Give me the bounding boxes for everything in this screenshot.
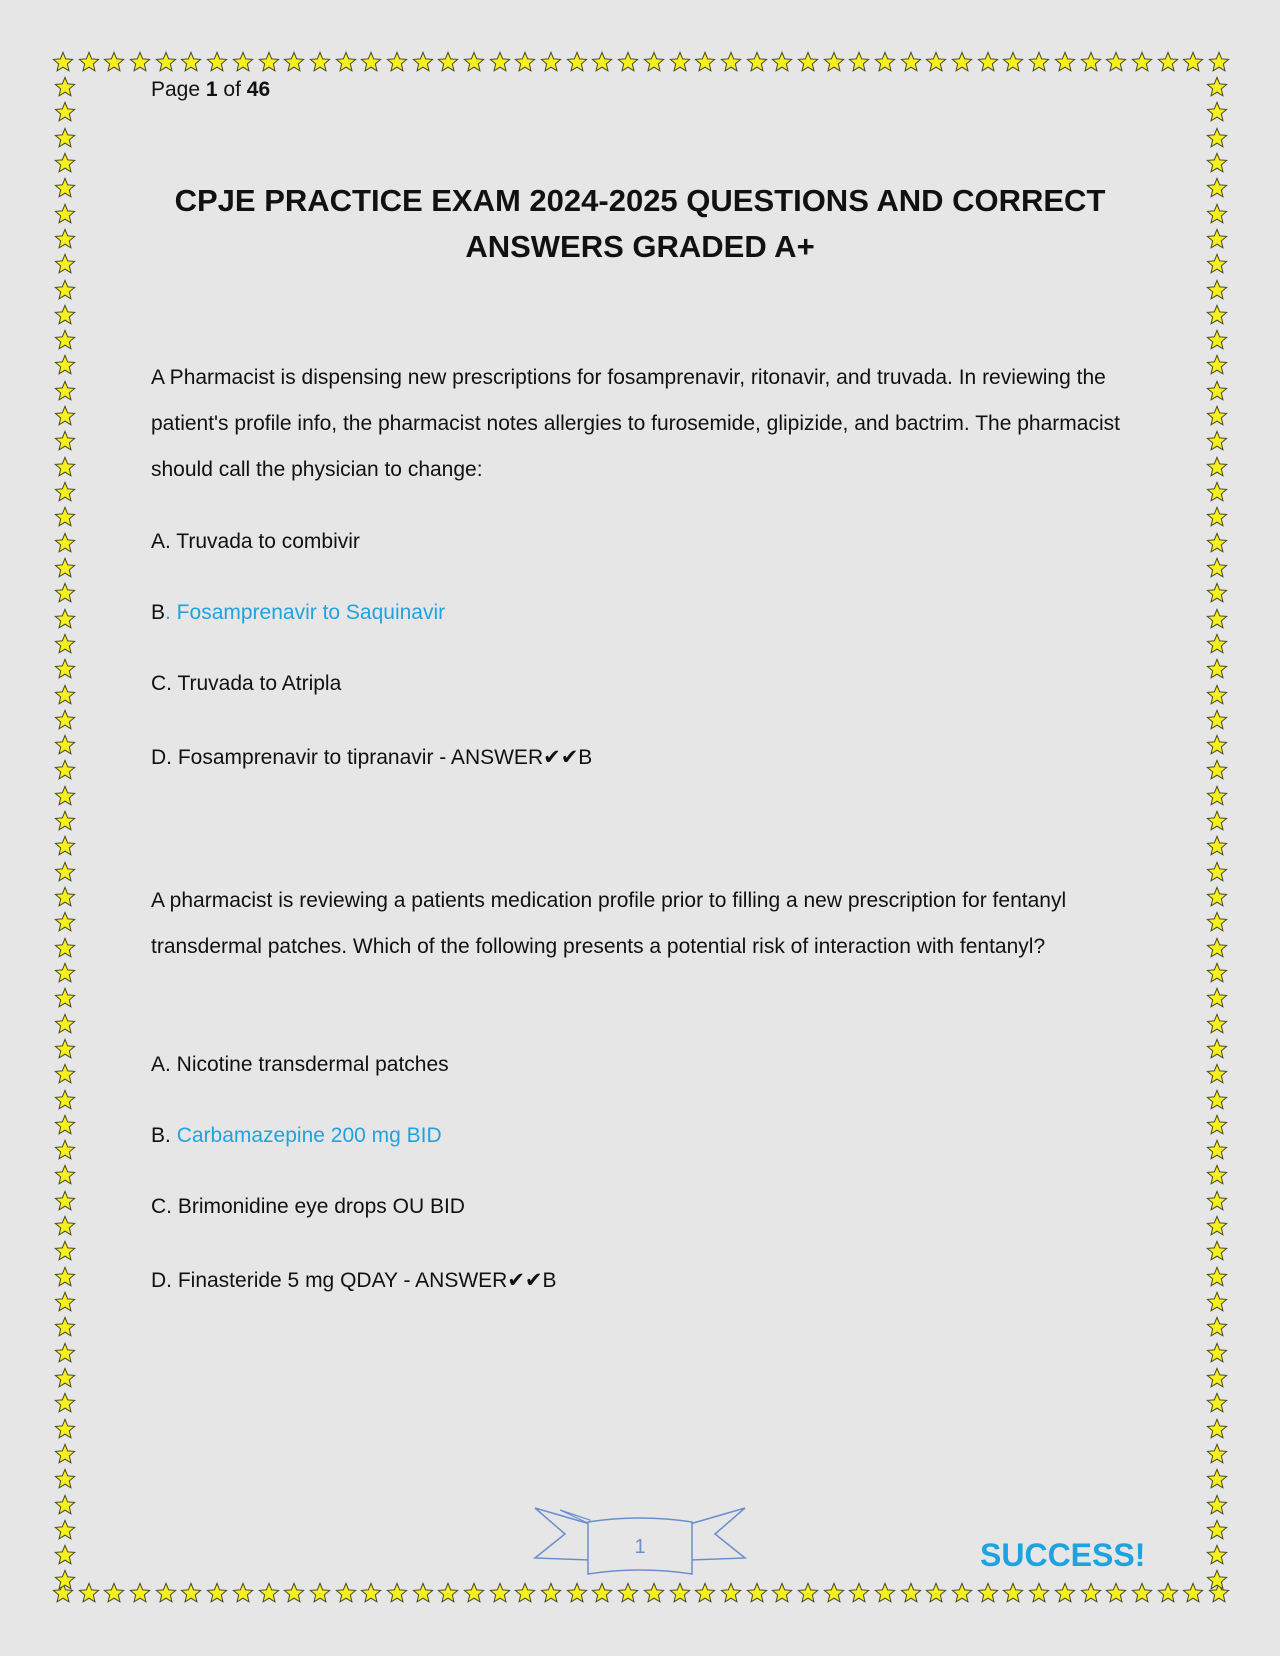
star-icon <box>1206 861 1228 883</box>
star-icon <box>1206 759 1228 781</box>
star-icon <box>54 1392 76 1414</box>
star-icon <box>78 1582 100 1604</box>
star-icon <box>617 51 639 73</box>
star-border-right <box>1204 76 1230 1592</box>
star-icon <box>1206 1013 1228 1035</box>
star-icon <box>1206 456 1228 478</box>
star-icon <box>54 759 76 781</box>
star-icon <box>54 1443 76 1465</box>
question-1-option-d: D. Fosamprenavir to tipranavir - ANSWER✔✔B <box>151 746 593 769</box>
star-icon <box>617 1582 639 1604</box>
star-icon <box>155 1582 177 1604</box>
star-icon <box>720 1582 742 1604</box>
star-icon <box>1206 1367 1228 1389</box>
star-icon <box>180 1582 202 1604</box>
star-icon <box>54 1494 76 1516</box>
star-icon <box>797 1582 819 1604</box>
page-total: 46 <box>246 78 271 101</box>
star-icon <box>54 481 76 503</box>
star-icon <box>1131 1582 1153 1604</box>
star-icon <box>1206 1392 1228 1414</box>
document-title: CPJE PRACTICE EXAM 2024-2025 QUESTIONS AND CORRECT ANSWERS GRADED A+ <box>174 183 1106 264</box>
star-icon <box>54 430 76 452</box>
star-icon <box>1206 734 1228 756</box>
star-icon <box>1054 1582 1076 1604</box>
star-icon <box>591 1582 613 1604</box>
star-icon <box>180 51 202 73</box>
star-icon <box>848 51 870 73</box>
star-icon <box>591 51 613 73</box>
question-2-option-c: C. Brimonidine eye drops OU BID <box>151 1195 465 1218</box>
star-icon <box>54 734 76 756</box>
star-icon <box>463 51 485 73</box>
star-icon <box>1206 1418 1228 1440</box>
star-icon <box>386 51 408 73</box>
star-icon <box>54 557 76 579</box>
star-icon <box>1206 101 1228 123</box>
star-icon <box>694 1582 716 1604</box>
star-icon <box>54 886 76 908</box>
star-icon <box>54 1114 76 1136</box>
star-icon <box>232 1582 254 1604</box>
star-icon <box>54 1038 76 1060</box>
option-b-prefix: B. <box>151 1124 177 1147</box>
option-b-answer-text: . Fosamprenavir to Saquinavir <box>165 601 446 624</box>
star-icon <box>103 51 125 73</box>
star-icon <box>1206 253 1228 275</box>
star-icon <box>412 1582 434 1604</box>
star-icon <box>1206 1139 1228 1161</box>
star-icon <box>1206 1519 1228 1541</box>
star-icon <box>54 304 76 326</box>
star-icon <box>1206 405 1228 427</box>
star-icon <box>746 51 768 73</box>
star-icon <box>1182 1582 1204 1604</box>
question-2-option-a: A. Nicotine transdermal patches <box>151 1053 449 1076</box>
star-icon <box>1206 127 1228 149</box>
star-icon <box>1206 608 1228 630</box>
star-icon <box>1206 785 1228 807</box>
star-border-bottom <box>52 1580 1230 1606</box>
star-icon <box>54 456 76 478</box>
star-icon <box>1206 582 1228 604</box>
question-1-stem: A Pharmacist is dispensing new prescriptions for fosamprenavir, ritonavir, and truvada. In reviewing the patient's profile info, the pharmacist notes allergies to furosemide, glipizide, and bactrim. The pharmacist should call the physician to change: <box>151 366 1120 481</box>
star-icon <box>1206 987 1228 1009</box>
star-icon <box>1080 51 1102 73</box>
star-icon <box>1206 886 1228 908</box>
star-icon <box>54 633 76 655</box>
star-icon <box>54 1569 76 1591</box>
star-icon <box>54 127 76 149</box>
star-icon <box>1206 380 1228 402</box>
star-icon <box>206 51 228 73</box>
star-border-top <box>52 49 1230 75</box>
star-icon <box>566 1582 588 1604</box>
star-icon <box>54 1316 76 1338</box>
star-icon <box>1206 1215 1228 1237</box>
star-icon <box>54 329 76 351</box>
star-icon <box>283 1582 305 1604</box>
star-icon <box>54 1519 76 1541</box>
star-icon <box>54 861 76 883</box>
star-icon <box>54 506 76 528</box>
star-icon <box>669 51 691 73</box>
star-icon <box>1206 532 1228 554</box>
star-icon <box>1206 1038 1228 1060</box>
star-icon <box>1206 633 1228 655</box>
star-icon <box>1002 51 1024 73</box>
star-icon <box>54 1418 76 1440</box>
option-b-answer-text: Carbamazepine 200 mg BID <box>176 1124 442 1147</box>
star-icon <box>1206 810 1228 832</box>
star-icon <box>54 987 76 1009</box>
star-icon <box>540 1582 562 1604</box>
star-icon <box>54 1544 76 1566</box>
star-icon <box>900 51 922 73</box>
star-icon <box>1157 1582 1179 1604</box>
star-icon <box>1206 962 1228 984</box>
star-icon <box>54 405 76 427</box>
star-icon <box>54 380 76 402</box>
star-icon <box>977 51 999 73</box>
star-icon <box>1206 203 1228 225</box>
star-icon <box>1206 177 1228 199</box>
star-icon <box>54 608 76 630</box>
star-icon <box>1206 430 1228 452</box>
star-icon <box>258 51 280 73</box>
star-icon <box>103 1582 125 1604</box>
star-icon <box>1206 1240 1228 1262</box>
star-icon <box>1206 1266 1228 1288</box>
star-icon <box>129 1582 151 1604</box>
star-icon <box>669 1582 691 1604</box>
star-icon <box>54 810 76 832</box>
star-icon <box>463 1582 485 1604</box>
question-2-option-d: D. Finasteride 5 mg QDAY - ANSWER✔✔B <box>151 1269 557 1292</box>
star-icon <box>489 1582 511 1604</box>
star-icon <box>54 101 76 123</box>
star-icon <box>643 51 665 73</box>
star-icon <box>566 51 588 73</box>
star-icon <box>1206 1468 1228 1490</box>
star-icon <box>335 51 357 73</box>
star-icon <box>540 51 562 73</box>
star-icon <box>1206 1063 1228 1085</box>
star-icon <box>1206 1443 1228 1465</box>
star-icon <box>1206 279 1228 301</box>
star-icon <box>258 1582 280 1604</box>
star-icon <box>54 532 76 554</box>
star-icon <box>1206 228 1228 250</box>
page-word: Page <box>151 78 201 101</box>
star-icon <box>951 1582 973 1604</box>
star-border-left <box>52 76 78 1592</box>
footer-page-number: 1 <box>634 1536 646 1558</box>
star-icon <box>1028 51 1050 73</box>
star-icon <box>1105 1582 1127 1604</box>
star-icon <box>643 1582 665 1604</box>
page-current: 1 <box>205 78 218 101</box>
star-icon <box>437 1582 459 1604</box>
option-b-prefix: B <box>151 601 166 624</box>
star-icon <box>437 51 459 73</box>
star-icon <box>54 1063 76 1085</box>
star-icon <box>848 1582 870 1604</box>
star-icon <box>823 51 845 73</box>
question-2-stem: A pharmacist is reviewing a patients medication profile prior to filling a new prescription for fentanyl transdermal patches. Which of the following presents a potential risk of interaction with fentanyl? <box>151 889 1067 958</box>
star-icon <box>1206 937 1228 959</box>
star-icon <box>1206 1089 1228 1111</box>
star-icon <box>1206 354 1228 376</box>
star-icon <box>54 911 76 933</box>
star-icon <box>54 684 76 706</box>
star-icon <box>52 51 74 73</box>
question-1-option-b <box>151 598 445 628</box>
star-icon <box>771 51 793 73</box>
star-icon <box>54 937 76 959</box>
star-icon <box>1206 709 1228 731</box>
star-icon <box>54 1240 76 1262</box>
star-icon <box>1206 684 1228 706</box>
star-icon <box>54 1342 76 1364</box>
star-icon <box>54 76 76 98</box>
star-icon <box>925 1582 947 1604</box>
star-icon <box>874 1582 896 1604</box>
star-icon <box>54 658 76 680</box>
star-icon <box>54 1215 76 1237</box>
star-icon <box>309 51 331 73</box>
star-icon <box>1206 329 1228 351</box>
star-icon <box>54 709 76 731</box>
star-icon <box>78 51 100 73</box>
question-1-option-a: A. Truvada to combivir <box>151 530 360 553</box>
star-icon <box>206 1582 228 1604</box>
star-icon <box>54 253 76 275</box>
star-icon <box>1105 51 1127 73</box>
question-1-option-c: C. Truvada to Atripla <box>151 672 342 695</box>
star-icon <box>54 1139 76 1161</box>
star-icon <box>54 1367 76 1389</box>
star-icon <box>1206 506 1228 528</box>
star-icon <box>1206 1316 1228 1338</box>
star-icon <box>1206 658 1228 680</box>
star-icon <box>514 1582 536 1604</box>
star-icon <box>54 177 76 199</box>
star-icon <box>54 228 76 250</box>
star-icon <box>54 1190 76 1212</box>
star-icon <box>360 1582 382 1604</box>
star-icon <box>1182 51 1204 73</box>
star-icon <box>54 785 76 807</box>
star-icon <box>54 279 76 301</box>
star-icon <box>1206 1190 1228 1212</box>
star-icon <box>1206 304 1228 326</box>
star-icon <box>746 1582 768 1604</box>
star-icon <box>54 835 76 857</box>
star-icon <box>54 1089 76 1111</box>
star-icon <box>1206 76 1228 98</box>
star-icon <box>900 1582 922 1604</box>
star-icon <box>1208 51 1230 73</box>
star-icon <box>1054 51 1076 73</box>
star-icon <box>54 962 76 984</box>
star-icon <box>54 203 76 225</box>
star-icon <box>54 582 76 604</box>
star-icon <box>1002 1582 1024 1604</box>
star-icon <box>283 51 305 73</box>
star-icon <box>1028 1582 1050 1604</box>
star-icon <box>54 1164 76 1186</box>
star-icon <box>412 51 434 73</box>
star-icon <box>1206 1291 1228 1313</box>
star-icon <box>232 51 254 73</box>
star-icon <box>694 51 716 73</box>
star-icon <box>1206 557 1228 579</box>
star-icon <box>335 1582 357 1604</box>
star-icon <box>1206 1342 1228 1364</box>
star-icon <box>1206 1544 1228 1566</box>
star-icon <box>1206 1164 1228 1186</box>
star-icon <box>1157 51 1179 73</box>
star-icon <box>129 51 151 73</box>
star-icon <box>720 51 742 73</box>
page-indicator <box>151 78 270 102</box>
star-icon <box>54 1013 76 1035</box>
star-icon <box>54 354 76 376</box>
star-icon <box>489 51 511 73</box>
star-icon <box>1206 1114 1228 1136</box>
star-icon <box>1206 152 1228 174</box>
star-icon <box>874 51 896 73</box>
star-icon <box>1131 51 1153 73</box>
star-icon <box>54 152 76 174</box>
star-icon <box>797 51 819 73</box>
star-icon <box>155 51 177 73</box>
star-icon <box>977 1582 999 1604</box>
star-icon <box>1206 1494 1228 1516</box>
star-icon <box>1206 911 1228 933</box>
star-icon <box>360 51 382 73</box>
star-icon <box>951 51 973 73</box>
star-icon <box>925 51 947 73</box>
star-icon <box>823 1582 845 1604</box>
star-icon <box>1206 1569 1228 1591</box>
star-icon <box>1080 1582 1102 1604</box>
star-icon <box>309 1582 331 1604</box>
star-icon <box>771 1582 793 1604</box>
success-badge: SUCCESS! <box>980 1537 1146 1573</box>
star-icon <box>1206 835 1228 857</box>
star-icon <box>54 1266 76 1288</box>
star-icon <box>54 1468 76 1490</box>
page-of: of <box>223 78 241 101</box>
star-icon <box>514 51 536 73</box>
question-2-option-b <box>151 1121 442 1151</box>
star-icon <box>386 1582 408 1604</box>
star-icon <box>54 1291 76 1313</box>
star-icon <box>1206 481 1228 503</box>
